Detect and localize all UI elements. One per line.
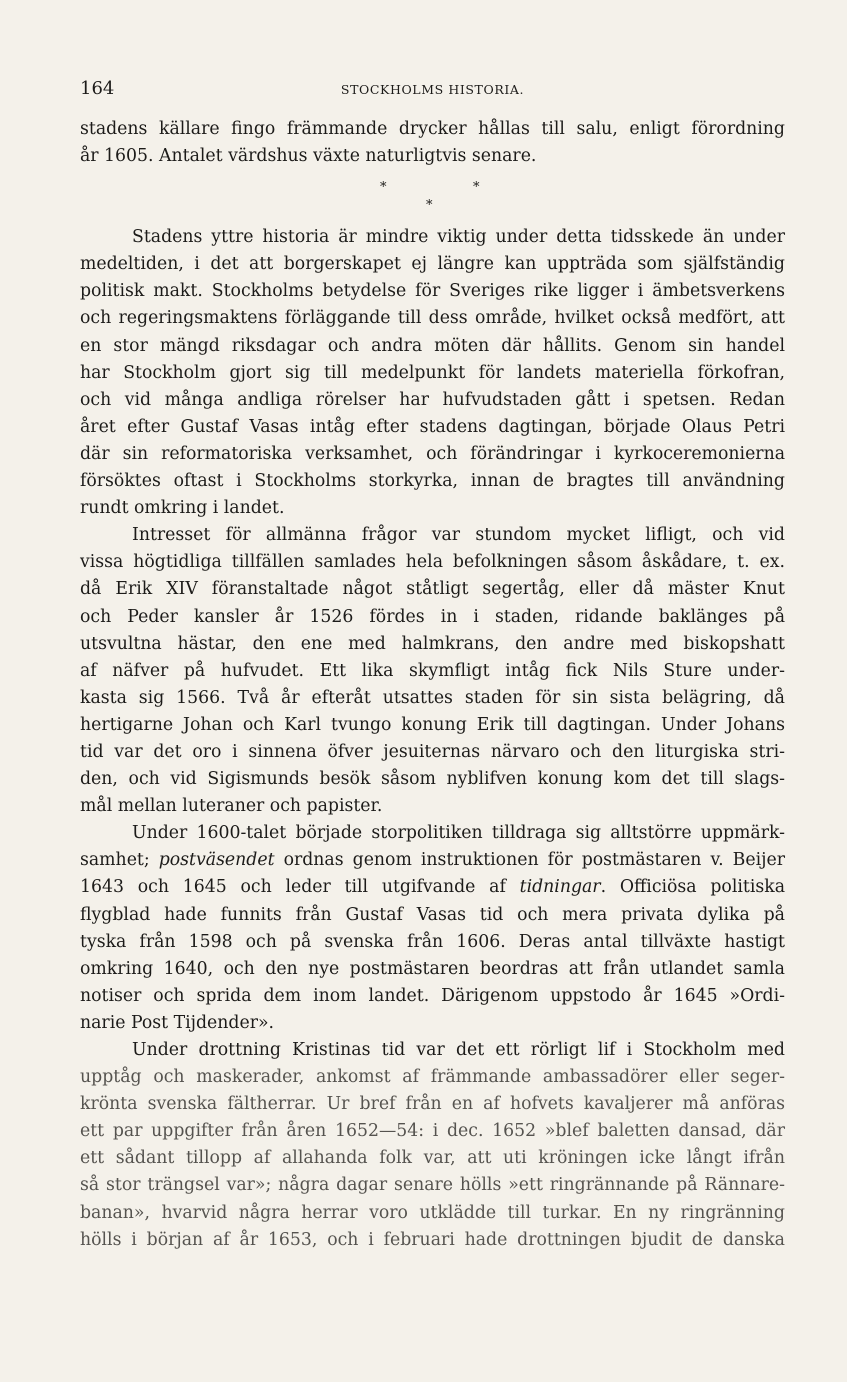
page-body [80, 116, 785, 1254]
asterisk-mark: * [426, 198, 433, 214]
text-span: . Officiösa politiska [600, 877, 785, 898]
text-span: 1643 och 1645 och leder till utgifvande af [80, 877, 520, 898]
italic-term: tidningar [519, 877, 601, 898]
text-line: och regeringsmaktens förläggande till dess område, hvilket också medfört, att [80, 308, 785, 329]
page-header [80, 78, 785, 102]
text-line: en stor mängd riksdagar och andra möten där hållits. Genom sin handel [80, 335, 785, 356]
text-line: kasta sig 1566. Två år efteråt utsattes staden för sin sista belägring, då [80, 687, 785, 708]
text-line: narie Post Tijdender». [80, 1012, 275, 1033]
asterisk-mark: * [473, 180, 480, 196]
text-line: vissa högtidliga tillfällen samlades hela befolkningen såsom åskådare, t. ex. [80, 552, 785, 573]
text-line: upptåg och maskerader, ankomst af främmande ambassadörer eller seger- [80, 1067, 785, 1088]
text-line: Stadens yttre historia är mindre viktig under detta tidsskede än under [132, 227, 785, 248]
text-line: krönta svenska fältherrar. Ur bref från en af hofvets kavaljerer må anföras [80, 1094, 785, 1115]
text-line: ett par uppgifter från åren 1652—54: i dec. 1652 »blef baletten dansad, där [80, 1121, 785, 1142]
text-line: omkring 1640, och den nye postmästaren beordras att från utlandet samla [80, 958, 785, 979]
text-line: och vid många andliga rörelser har hufvudstaden gått i spetsen. Redan [80, 389, 785, 410]
text-line: mål mellan luteraner och papister. [80, 796, 383, 817]
text-line [80, 847, 785, 874]
text-line: ett sådant tillopp af allahanda folk var, att uti kröningen icke långt ifrån [80, 1148, 785, 1169]
text-line: den, och vid Sigismunds besök såsom nyblifven konung kom det till slags- [80, 769, 785, 790]
text-line: där sin reformatoriska verksamhet, och förändringar i kyrkoceremonierna [80, 443, 785, 464]
text-line: Under 1600-talet började storpolitiken tilldraga sig alltstörre uppmärk- [132, 823, 785, 844]
text-line: hertigarne Johan och Karl tvungo konung Erik till dagtingan. Under Johans [80, 714, 785, 735]
text-line: notiser och sprida dem inom landet. Därigenom uppstodo år 1645 »Ordi- [80, 985, 785, 1006]
text-line: hölls i början af år 1653, och i februari hade drottningen bjudit de danska [80, 1229, 785, 1250]
text-line: stadens källare fingo främmande drycker hållas till salu, enligt förordning [80, 119, 785, 139]
section-break [80, 170, 785, 224]
text-span: samhet; [80, 850, 159, 871]
text-line: Under drottning Kristinas tid var det ett rörligt lif i Stockholm med [132, 1040, 785, 1060]
text-line: då Erik XIV föranstaltade något ståtligt segertåg, eller då mäster Knut [80, 579, 785, 600]
text-line: och Peder kansler år 1526 fördes in i staden, ridande baklänges på [80, 606, 785, 627]
text-line: flygblad hade funnits från Gustaf Vasas tid och mera privata dylika på [80, 904, 785, 925]
text-line: medeltiden, i det att borgerskapet ej längre kan uppträda som själfständig [80, 254, 785, 275]
text-line [80, 874, 785, 901]
text-line: år 1605. Antalet värdshus växte naturligtvis senare. [80, 146, 537, 167]
italic-term: postväsendet [158, 850, 275, 871]
asterisk-mark: * [380, 180, 387, 196]
text-line: året efter Gustaf Vasas intåg efter stadens dagtingan, började Olaus Petri [80, 416, 785, 437]
text-line: försöktes oftast i Stockholms storkyrka, innan de bragtes till användning [80, 471, 785, 492]
text-line: banan», hvarvid några herrar voro utklädde till turkar. En ny ringränning [80, 1202, 785, 1223]
page-number: 164 [80, 78, 115, 99]
text-line: Intresset för allmänna frågor var stundom mycket lifligt, och vid [132, 525, 785, 546]
text-line: tyska från 1598 och på svenska från 1606. Deras antal tillväxte hastigt [80, 931, 785, 952]
text-line: af näfver på hufvudet. Ett lika skymfligt intåg fick Nils Sture under- [80, 660, 785, 681]
text-line: tid var det oro i sinnena öfver jesuiternas närvaro och den liturgiska stri- [80, 741, 785, 762]
running-title: STOCKHOLMS HISTORIA. [340, 82, 525, 97]
text-line: så stor trängsel var»; några dagar senare hölls »ett ringrännande på Rännare- [80, 1175, 785, 1196]
text-line: politisk makt. Stockholms betydelse för Sveriges rike ligger i ämbetsverkens [80, 281, 785, 302]
text-line: har Stockholm gjort sig till medelpunkt för landets materiella förkofran, [80, 362, 785, 383]
text-span: ordnas genom instruktionen för postmästaren v. Beijer [274, 850, 785, 871]
text-line: rundt omkring i landet. [80, 498, 285, 519]
text-line: utsvultna hästar, den ene med halmkrans, den andre med biskopshatt [80, 633, 785, 654]
